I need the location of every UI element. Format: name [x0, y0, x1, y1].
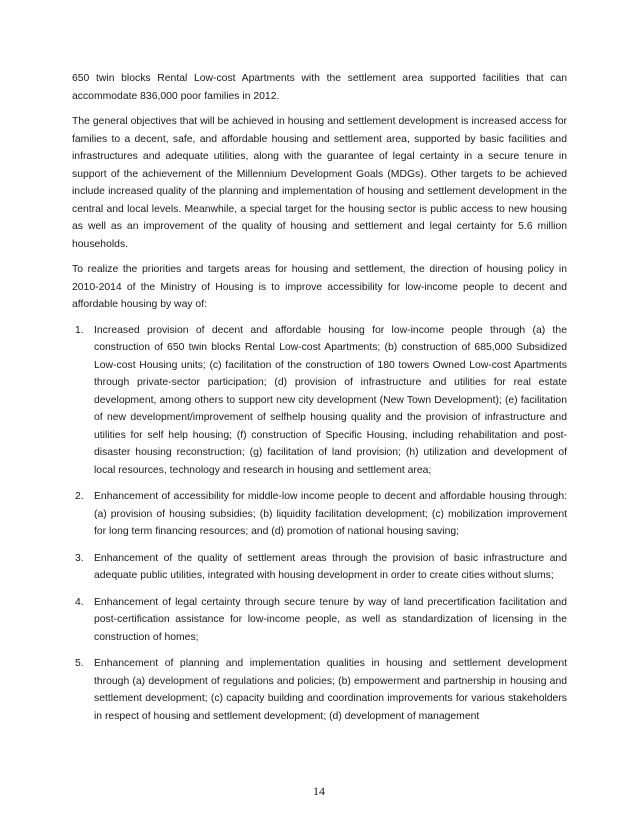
paragraph-policy-direction: To realize the priorities and targets areas for housing and settlement, the direction of housing policy in 2010-2014 of the Ministry of Housing is to improve accessibility for low-income people to decent and affordable housing by way of: — [72, 264, 567, 310]
list-item-text: Enhancement of the quality of settlement areas through the provision of basic infrastructure and adequate public utilities, integrated with housing development in order to create cities without slums; — [94, 552, 567, 581]
list-item — [72, 550, 567, 585]
list-item-number: 3. — [75, 552, 84, 564]
list-item-number: 2. — [75, 491, 84, 502]
list-item — [72, 594, 567, 647]
body-text — [72, 70, 567, 734]
list-item — [72, 655, 567, 725]
list-item-number: 1. — [75, 324, 84, 336]
list-item — [72, 322, 567, 480]
list-item-number: 5. — [75, 658, 84, 669]
list-item — [72, 488, 567, 541]
page-number: 14 — [313, 784, 325, 798]
list-item-text: Enhancement of legal certainty through secure tenure by way of land precertification facilitation and post-certification assistance for low-income people, as well as standardization of licensing in the construction of homes; — [94, 596, 567, 643]
paragraph-objectives: The general objectives that will be achieved in housing and settlement development is increased access for families to a decent, safe, and affordable housing and settlement area, supported by basic facilities and infrastructures and adequate utilities, along with the guarantee of legal certainty in a secure tenure in support of the achievement of the Millennium Development Goals (MDGs). Other targets to be achieved include increased quality of the planning and implementation of housing and settlement development in the central and local levels. Meanwhile, a special target for the housing sector is public access to new housing as well as an improvement of the quality of housing and settlement and legal certainty for 5.6 million households. — [72, 116, 567, 250]
list-item-text: Increased provision of decent and affordable housing for low-income people through (a) the construction of 650 twin blocks Rental Low-cost Apartments; (b) construction of 685,000 Subsidized Low-cost Housing units; (c) facilitation of the construction of 180 towers Owned Low-cost Apartments through private-sector participation; (d) provision of infrastructure and utilities for real estate development, among others to support new city development (New Town Development); (e) facilitation of new development/improvement of selfhelp housing quality and the provision of infrastructure and utilities for self help housing; (f) construction of Specific Housing, including rehabilitation and post-disaster housing reconstruction; (g) facilitation of land provision; (h) utilization and development of local resources, technology and research in housing and settlement area; — [94, 324, 567, 476]
policy-list — [72, 322, 567, 726]
list-item-text: Enhancement of accessibility for middle-low income people to decent and affordable housing through: (a) provision of housing subsidies; (b) liquidity facilitation development; (c) mobilization improvement for long term financing resources; and (d) promotion of national housing saving; — [94, 491, 567, 537]
list-item-text: Enhancement of planning and implementation qualities in housing and settlement development through (a) development of regulations and policies; (b) empowerment and partnership in housing and settlement development; (c) capacity building and coordination improvements for various stakeholders in respect of housing and settlement development; (d) development of management — [94, 658, 567, 722]
list-item-number: 4. — [75, 596, 84, 608]
paragraph-continuation: 650 twin blocks Rental Low-cost Apartments with the settlement area supported facilities that can accommodate 836,000 poor families in 2012. — [72, 73, 567, 102]
